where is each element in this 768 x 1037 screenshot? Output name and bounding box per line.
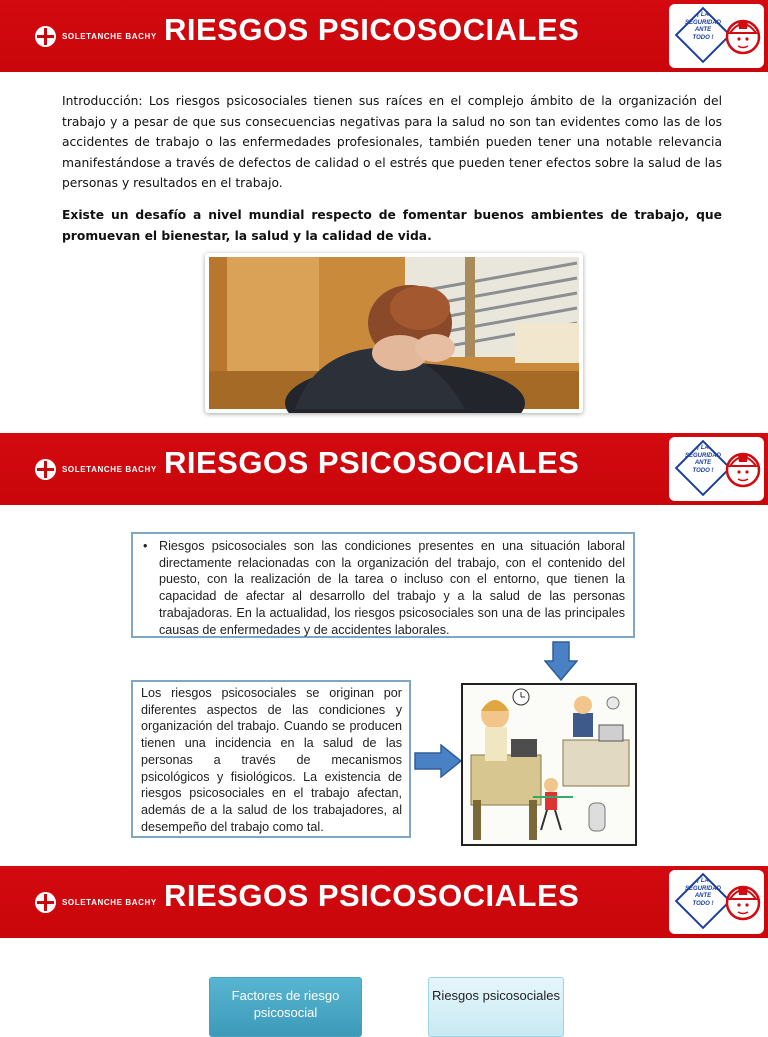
brand (35, 26, 157, 47)
stressed-worker-photo (205, 253, 583, 413)
origin-text: Los riesgos psicosociales se originan por diferentes aspectos de las condiciones y organización del trabajo. Cuando se producen tienen una incidencia en la salud de las personas a través de mecanismos psicológicos y fisiológicos. La existencia de riesgos psicosociales en el trabajo afectan, además de a la salud de los trabajadores, al desempeño del trabajo como tal. (141, 686, 402, 834)
slide-header (0, 433, 768, 505)
badge-text: ¡ LA SEGURIDAD ANTE TODO ! (684, 878, 721, 907)
brand (35, 459, 157, 480)
helmet-worker-icon (725, 442, 761, 494)
badge-text: ¡ LA SEGURIDAD ANTE TODO ! (684, 12, 721, 41)
brand-name: SOLETANCHE BACHY (62, 32, 157, 41)
brand-name: SOLETANCHE BACHY (62, 465, 157, 474)
slide-1 (0, 0, 768, 419)
helmet-worker-icon (725, 875, 761, 927)
slide-title: RIESGOS PSICOSOCIALES (164, 445, 580, 480)
safety-badge (669, 437, 764, 501)
globe-cross-icon (35, 892, 56, 913)
office-stress-illustration (461, 683, 637, 846)
brand-name: SOLETANCHE BACHY (62, 898, 157, 907)
brand (35, 892, 157, 913)
origin-box (131, 680, 411, 838)
arrow-down-icon (544, 641, 578, 681)
slide-title: RIESGOS PSICOSOCIALES (164, 878, 580, 913)
bullet: • (143, 539, 148, 553)
psychosocial-risks-box: Riesgos psicosociales (428, 977, 564, 1037)
slide-title: RIESGOS PSICOSOCIALES (164, 12, 580, 47)
definition-box (131, 532, 635, 638)
helmet-worker-icon (725, 9, 761, 61)
challenge-statement: Existe un desafío a nivel mundial respecto de fomentar buenos ambientes de trabajo, que promuevan el bienestar, la salud y la calidad de vida. (62, 208, 722, 243)
definition-text: Riesgos psicosociales son las condiciones presentes en una situación laboral directamente relacionadas con la organización del trabajo, con el contenido del puesto, con la realización de la tarea o incluso con el entorno, que tienen la capacidad de afectar al desarrollo del trabajo y a la salud de las personas trabajadoras. En la actualidad, los riesgos psicosociales son una de las principales causas de enfermedades y de accidentes laborales. (159, 539, 625, 637)
globe-cross-icon (35, 459, 56, 480)
safety-badge (669, 870, 764, 934)
safety-badge (669, 4, 764, 68)
badge-text: ¡ LA SEGURIDAD ANTE TODO ! (684, 445, 721, 474)
slide-header (0, 0, 768, 72)
slide-header (0, 866, 768, 938)
slide-3 (0, 866, 768, 1024)
risk-factors-box: Factores de riesgo psicosocial (209, 977, 362, 1037)
globe-cross-icon (35, 26, 56, 47)
intro-paragraph: Introducción: Los riesgos psicosociales tienen sus raíces en el complejo ámbito de la organización del trabajo y a pesar de que sus consecuencias negativas para la salud no son tan evidentes como las de los accidentes de trabajo o las enfermedades profesionales, también pueden tener una notable relevancia manifestándose a través de defectos de calidad o el estrés que pueden tener efectos sobre la salud de las personas y resultados en el trabajo. (62, 94, 722, 190)
arrow-right-icon (414, 744, 462, 778)
